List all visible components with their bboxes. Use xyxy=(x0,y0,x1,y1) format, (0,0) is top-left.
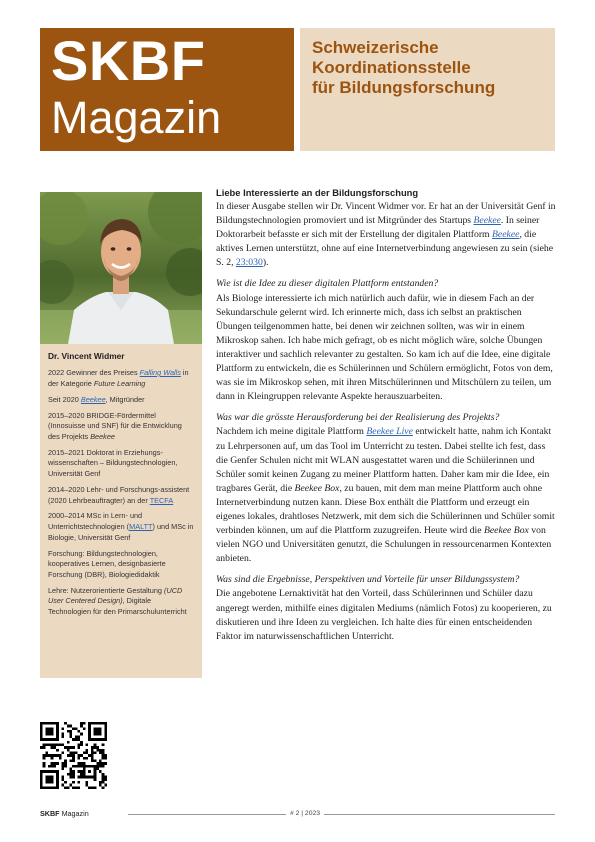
text-run: in der Kategorie xyxy=(48,368,189,388)
text-run: Die angebotene Lernaktivität hat den Vorteil, dass Schülerinnen und Schüler dazu angeregt werden, mithilfe eines digitalen Mediums (nämlich Fotos) zu kooperieren, zu diskutieren und ihre Ideen zu vergleichen. Ich halte dies für einen entscheidenden Faktor im naturwissenschaftlichen Unterricht. xyxy=(216,588,552,642)
text-run: Future Learning xyxy=(93,378,146,388)
text-run: ). xyxy=(262,257,269,269)
text-run: Beekee xyxy=(90,431,115,441)
inline-link[interactable]: TECFA xyxy=(149,495,174,505)
organization-name xyxy=(312,38,547,98)
bio-entry xyxy=(48,411,194,443)
footer-rule-left xyxy=(128,814,286,815)
logo-skbf: SKBF xyxy=(51,29,206,92)
article-paragraph xyxy=(216,587,556,643)
inline-link[interactable]: Falling Walls xyxy=(139,368,181,377)
text-run: 2015–2020 BRIDGE-Fördermittel (Innosuisse und SNF) für die Entwicklung des Projekts xyxy=(48,410,182,441)
article-paragraph xyxy=(216,292,556,405)
footer-brand-bold: SKBF xyxy=(40,809,60,818)
text-run: . In seiner Doktorarbeit befasste er sich mit der Erstellung der digitalen Plattform xyxy=(216,215,540,241)
logo-magazin: Magazin xyxy=(51,92,222,143)
bio-entry xyxy=(48,368,194,389)
text-run: , Mitgründer xyxy=(105,394,145,404)
text-run: Als Biologe interessierte ich mich natürlich auch dafür, wie in diesem Fach an der Sekundarschule gelernt wird. Ich erinnerte mich, dass ich selbst an praktischen Übungen teilgenommen hatte, bei denen wir zeichnen sollten, was wir in einem Mikroskop sahen. Ich habe mich gefragt, ob es nicht möglich wäre, solche Übungen interaktiver und sachlich relevanter zu gestalten. So kam ich auf die Idee, eine digitale Plattform zu entwickeln, die es Schülerinnen und Schülern ermöglicht, Fotos von dem, was sie im Mikroskop sehen, mit ihren Mitschülerinnen und Mitschülern zu teilen, um dann in Kleingruppen relevante Aspekte herauszuarbeiten. xyxy=(216,292,553,403)
interview-question xyxy=(216,411,556,425)
bio-entry xyxy=(48,485,194,506)
text-run: ) und MSc in Biologie, Universität Genf xyxy=(48,522,194,542)
article-body xyxy=(216,200,556,644)
footer-brand xyxy=(40,809,89,819)
text-run: Beekee Box xyxy=(294,482,340,494)
bio-sidebar xyxy=(40,344,202,678)
bio-entry xyxy=(48,448,194,480)
bio-entry xyxy=(48,586,194,618)
article-paragraph xyxy=(216,200,556,270)
text-run: Beekee Box xyxy=(483,525,529,537)
bio-entry xyxy=(48,511,194,543)
article-paragraph xyxy=(216,425,556,566)
skbf-magazin-logo xyxy=(40,28,294,151)
bio-entry xyxy=(48,549,194,581)
footer-rule-right xyxy=(324,814,555,815)
text-run: 2015–2021 Doktorat in Erziehungs-wissenschaften – Bildungstechnologien, Universität Genf xyxy=(48,447,178,478)
text-run: Forschung: Bildungstechnologien, kooperatives Lernen, designbasierte Forschung (DBR), Biologiedidaktik xyxy=(48,548,166,579)
text-run: entwickelt hatte, nahm ich Kontakt zu Lehrpersonen auf, um das Tool im Unterricht zu testen. Dabei stellte ich fest, dass die Genfer Schulen nicht mit WLAN ausgestattet waren und die Schülerinnen und Schüler somit keinen Zugang zu meiner Plattform hatten. Daher kam mir die Idee, ein tragbares Gerät, die xyxy=(216,426,552,494)
portrait-photo xyxy=(40,192,202,344)
text-run: Was war die grösste Herausforderung bei der Realisierung des Projekts? xyxy=(216,412,500,424)
text-run: 2022 Gewinner des Preises xyxy=(48,368,140,377)
text-run: Seit 2020 xyxy=(48,394,81,404)
qr-code-icon[interactable] xyxy=(40,722,107,789)
text-run: Wie ist die Idee zu dieser digitalen Plattform entstanden? xyxy=(216,278,439,290)
article-heading: Liebe Interessierte an der Bildungsforschung xyxy=(216,187,419,198)
inline-link[interactable]: Beekee xyxy=(473,215,501,227)
footer-brand-rest: Magazin xyxy=(59,809,89,818)
portrait-illustration xyxy=(40,192,202,344)
article xyxy=(216,186,556,644)
text-run: , zu bauen, mit dem man meine Plattform auch ohne Internetverbindung nutzen kann. Diese Box enthält die Plattform und erzeugt ein eigenes lokales, drahtloses Netzwerk, mit dem sich die Schülerinnen und Schüler somit verbinden können, um auf die Plattform zuzugreifen. Heute wird die xyxy=(216,482,555,537)
text-run: , Digitale Technologien für den Primarschulunterricht xyxy=(48,596,187,617)
text-run: (UCD User Centered Design) xyxy=(48,585,183,606)
text-run: Lehre: Nutzerorientierte Gestaltung xyxy=(48,585,165,595)
text-run: von vielen NGO und Universitäten genutzt, die Schulungen in ressourcenarmen Kontexten anbieten. xyxy=(216,525,552,565)
organization-panel xyxy=(300,28,555,151)
org-line-2: Koordinationsstelle xyxy=(312,58,471,77)
text-run: , die aktives Lernen unterstützt, ohne auf eine Internetverbindung angewiesen zu sein (siehe S. 2, xyxy=(216,229,554,269)
interview-question xyxy=(216,277,556,291)
text-run: 2000–2014 MSc in Lern- und Unterrichtstechnologien ( xyxy=(48,511,143,532)
inline-link[interactable]: 23:030 xyxy=(235,257,263,269)
org-line-1: Schweizerische xyxy=(312,38,439,57)
text-run: Nachdem ich meine digitale Plattform xyxy=(216,426,367,438)
bio-entry xyxy=(48,395,194,406)
inline-link[interactable]: MALTT xyxy=(129,522,153,532)
text-run: Was sind die Ergebnisse, Perspektiven und Vorteile für unser Bildungssystem? xyxy=(216,574,520,586)
qr-code-graphic xyxy=(40,722,107,789)
bio-name: Dr. Vincent Widmer xyxy=(48,351,125,361)
inline-link[interactable]: Beekee Live xyxy=(366,426,413,438)
text-run: 2014–2020 Lehr- und Forschungs-assistent (2020 Lehrbeauftragter) an der xyxy=(48,484,190,505)
inline-link[interactable]: Beekee xyxy=(80,394,106,404)
bio-entries xyxy=(48,368,194,618)
footer-page-number: # 2 | 2023 xyxy=(289,810,321,817)
text-run: In dieser Ausgabe stellen wir Dr. Vincent Widmer vor. Er hat an der Universität Genf in Bildungstechnologien promoviert und ist Mitgründer des Startups xyxy=(216,201,556,227)
inline-link[interactable]: Beekee xyxy=(492,229,520,241)
org-line-3: für Bildungsforschung xyxy=(312,78,496,97)
interview-question xyxy=(216,573,556,587)
